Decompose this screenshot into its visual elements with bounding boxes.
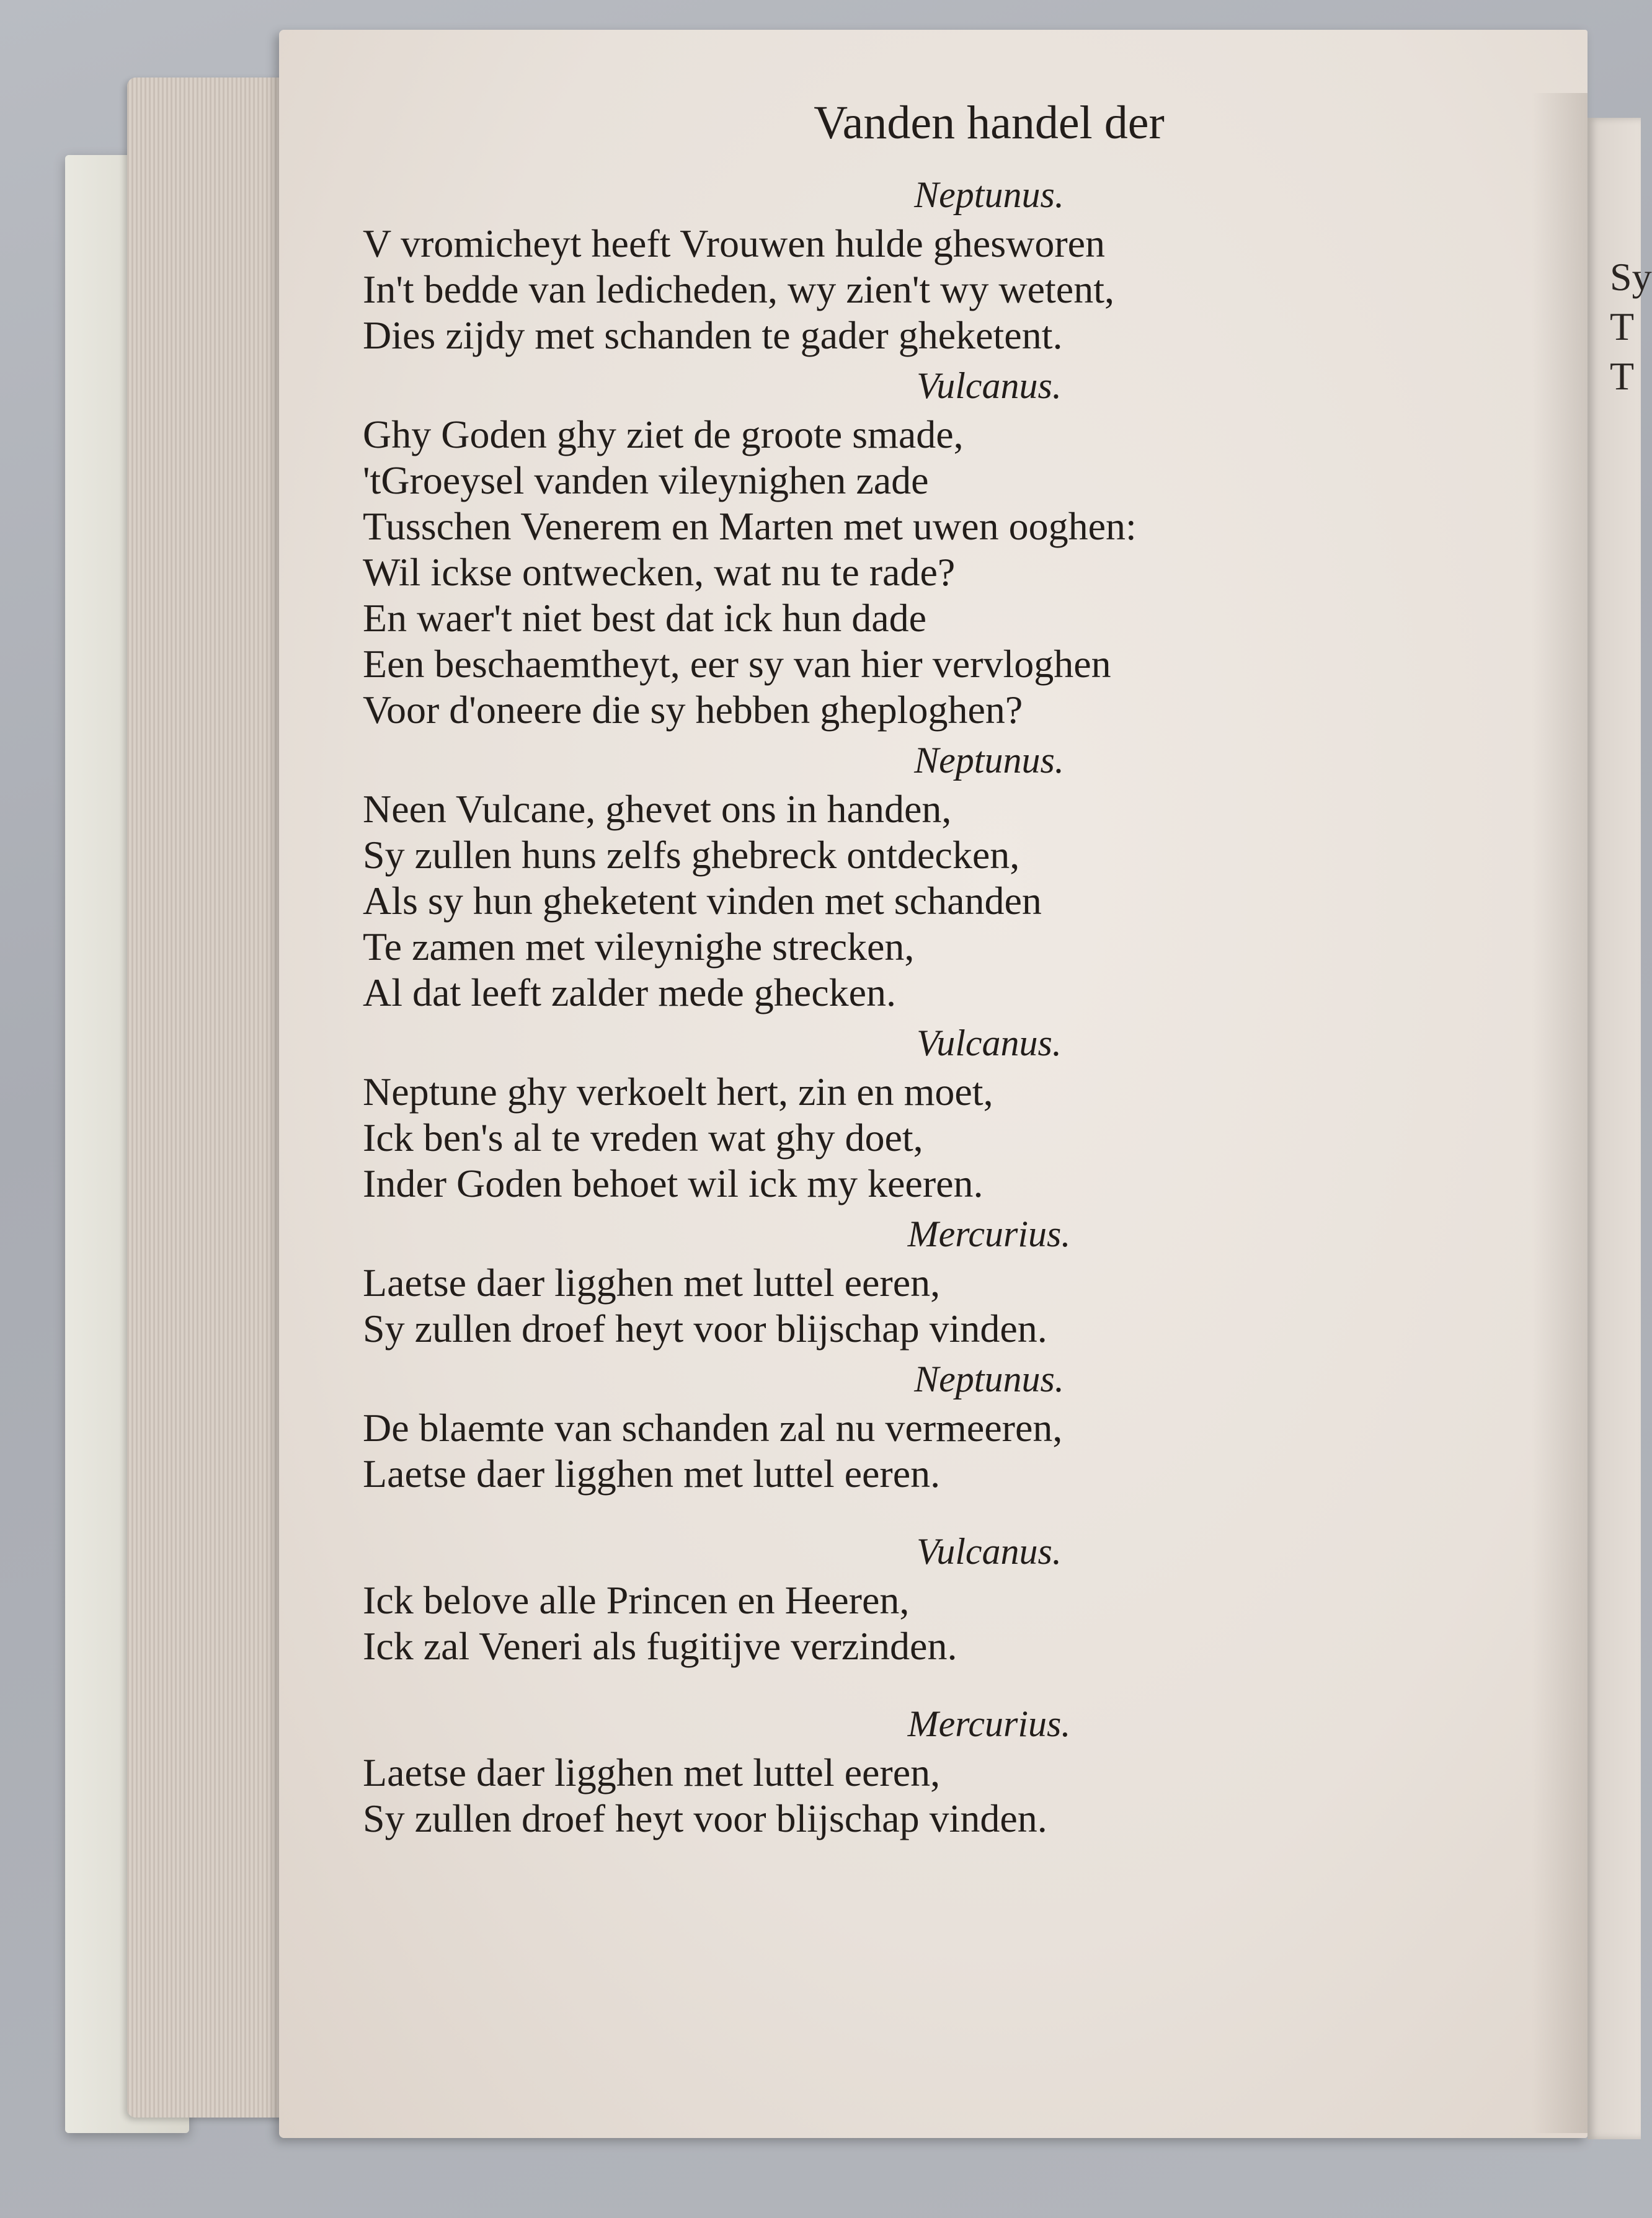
verse-line: De blaemte van schanden zal nu vermeeren, (363, 1406, 1063, 1450)
verse-line: Inder Goden behoet wil ick my keeren. (363, 1161, 984, 1205)
facing-page-edge (1588, 118, 1652, 2139)
dialogue (363, 176, 1541, 1842)
verse-line: Laetse daer ligghen met luttel eeren. (363, 1452, 941, 1496)
facing-page-fragment: T (1610, 354, 1635, 398)
verse-line: Sy zullen droef heyt voor blijschap vinden. (363, 1306, 1047, 1351)
verse-line: Te zamen met vileynighe strecken, (363, 925, 915, 969)
verse-line: Sy zullen droef heyt voor blijschap vinden. (363, 1796, 1047, 1840)
verse-line: Als sy hun gheketent vinden met schanden (363, 879, 1042, 923)
verse-line: Al dat leeft zalder mede ghecken. (363, 970, 896, 1014)
speaker-name: Vulcanus. (917, 1531, 1062, 1572)
verse-line: Een beschaemtheyt, eer sy van hier vervloghen (363, 642, 1111, 686)
facing-page-fragment: Sy (1610, 255, 1652, 299)
speaker-name: Vulcanus. (917, 365, 1062, 406)
verse-line: Ick zal Veneri als fugitijve verzinden. (363, 1624, 957, 1668)
speaker-name: Mercurius. (907, 1213, 1071, 1254)
verse-line: Ghy Goden ghy ziet de groote smade, (363, 412, 964, 456)
verse-line: Neptune ghy verkoelt hert, zin en moet, (363, 1070, 993, 1114)
verse-line: Tusschen Venerem en Marten met uwen ooghen: (363, 504, 1137, 548)
verse-line: En waer't niet best dat ick hun dade (363, 596, 926, 640)
facing-page-fragment: T (1610, 304, 1635, 348)
speaker-name: Neptunus. (914, 740, 1064, 781)
running-header: Vanden handel der (814, 97, 1165, 149)
page-text (363, 99, 1541, 1842)
verse-line: In't bedde van ledicheden, wy zien't wy wetent, (363, 267, 1114, 311)
page-edges (127, 78, 288, 2118)
speaker-name: Neptunus. (914, 1359, 1064, 1400)
verse-line: Neen Vulcane, ghevet ons in handen, (363, 787, 952, 831)
verse-line: Voor d'oneere die sy hebben gheploghen? (363, 688, 1023, 732)
speaker-name: Neptunus. (914, 174, 1064, 215)
speaker-name: Vulcanus. (917, 1022, 1062, 1063)
verse-line: Dies zijdy met schanden te gader gheketent. (363, 313, 1063, 357)
verse-line: Ick ben's al te vreden wat ghy doet, (363, 1116, 923, 1160)
verse-line: Ick belove alle Princen en Heeren, (363, 1578, 910, 1622)
verse-line: 'tGroeysel vanden vileynighen zade (363, 458, 929, 502)
verse-line: Laetse daer ligghen met luttel eeren, (363, 1261, 941, 1305)
verse-line: V vromicheyt heeft Vrouwen hulde ghesworen (363, 221, 1106, 265)
speaker-name: Mercurius. (907, 1703, 1071, 1744)
verse-line: Laetse daer ligghen met luttel eeren, (363, 1750, 941, 1794)
verse-line: Sy zullen huns zelfs ghebreck ontdecken, (363, 833, 1020, 877)
verse-line: Wil ickse ontwecken, wat nu te rade? (363, 550, 956, 594)
